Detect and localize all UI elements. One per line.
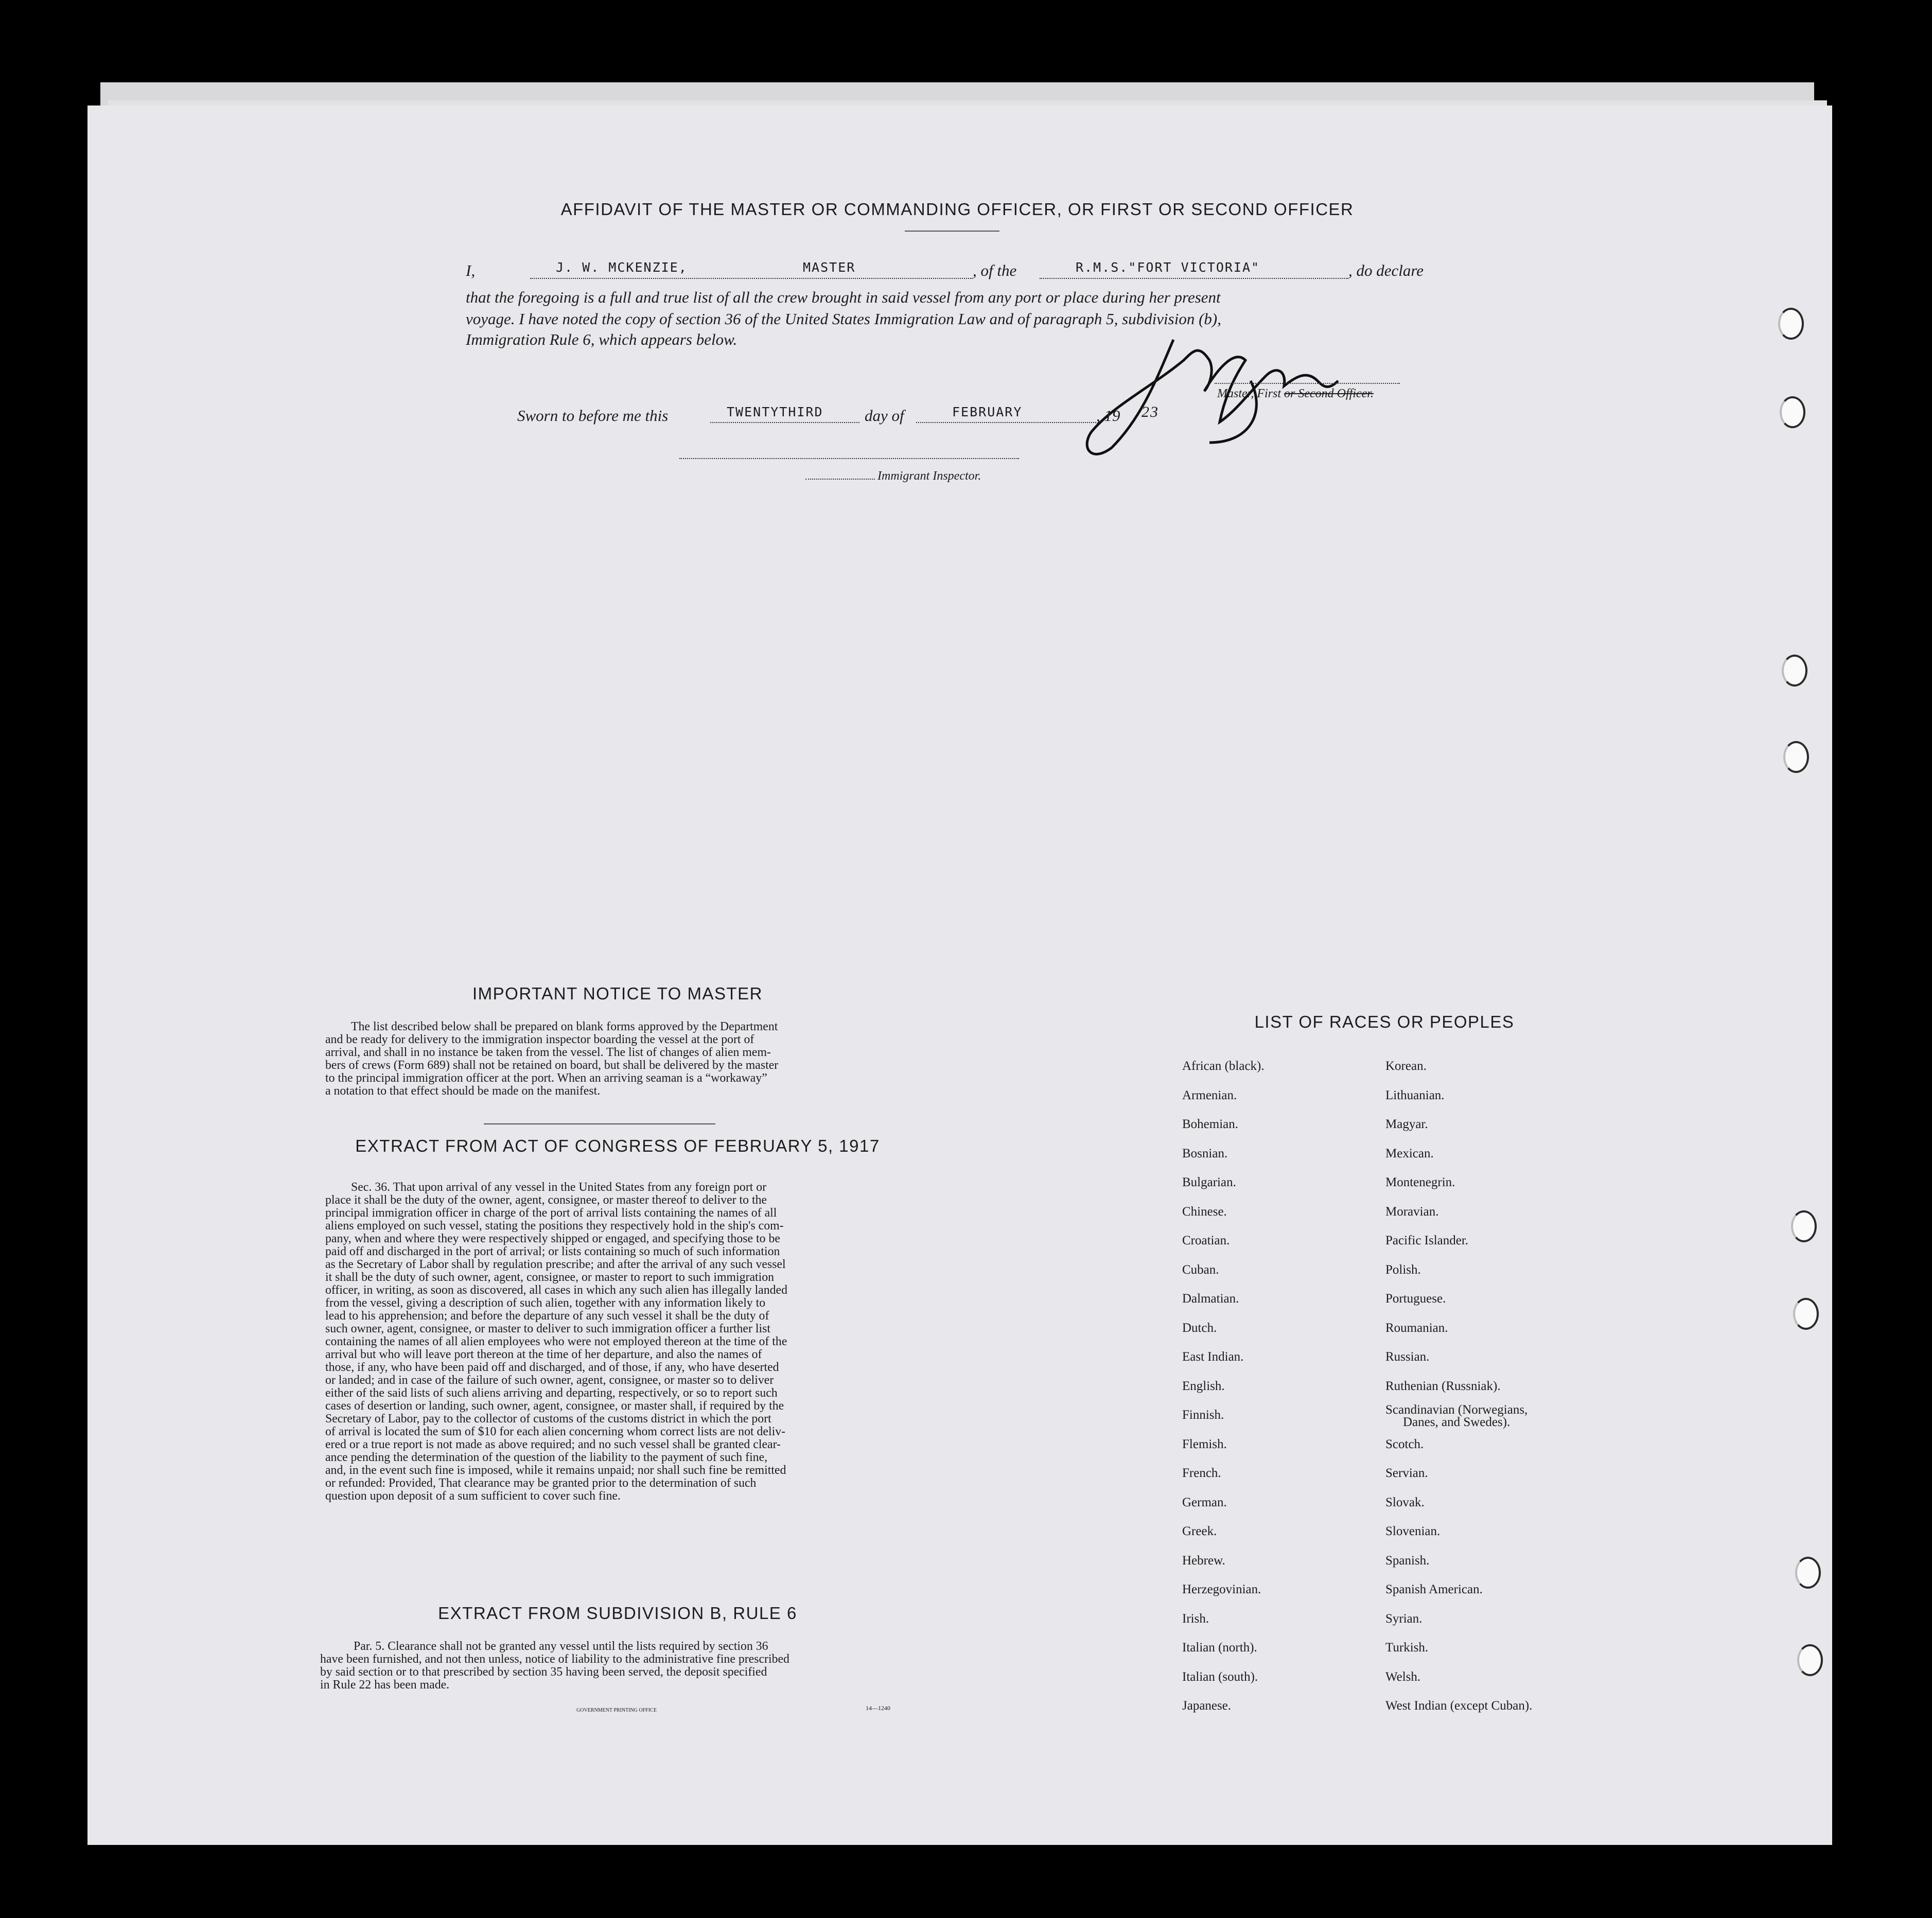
- inspector-line: [805, 479, 875, 480]
- race-item: Welsh.: [1385, 1669, 1421, 1684]
- race-item: Herzegovinian.: [1182, 1582, 1261, 1596]
- act-line: cases of desertion or landing, such owner, agent, consignee, or master shall, if required by the: [325, 1399, 784, 1413]
- day-of-text: day of: [865, 407, 904, 425]
- act-line: lead to his apprehension; and before the departure of any such vessel it shall be the duty of: [325, 1309, 769, 1323]
- of-the-text: , of the: [973, 261, 1017, 279]
- binder-hole: [1783, 741, 1809, 773]
- notice-line: and be ready for delivery to the immigration inspector boarding the vessel at the port of: [325, 1033, 754, 1046]
- act-line: ered or a true report is not made as above required; and no such vessel shall be granted clear-: [325, 1438, 781, 1451]
- sworn-month: FEBRUARY: [952, 404, 1023, 419]
- caption-struck: or Second Officer.: [1284, 387, 1374, 400]
- act-line: officer, in writing, as soon as discovered, all cases in which any such alien has illegally landed: [325, 1283, 788, 1297]
- sworn-line: [517, 407, 668, 425]
- race-item: [1385, 1404, 1532, 1433]
- race-item: Irish.: [1182, 1611, 1209, 1626]
- rule-heading: EXTRACT FROM SUBDIVISION B, RULE 6: [438, 1604, 797, 1623]
- master-name: J. W. MCKENZIE,: [556, 260, 688, 275]
- act-line: either of the said lists of such aliens arriving and departing, respectively, or so to report such: [325, 1386, 778, 1400]
- race-item: Slovak.: [1385, 1495, 1425, 1509]
- act-line: Secretary of Labor, pay to the collector of customs of the customs district in which the port: [325, 1412, 771, 1426]
- fill-line: [710, 422, 859, 423]
- printer-imprint: GOVERNMENT PRINTING OFFICE: [576, 1708, 657, 1713]
- race-item-text: Scandinavian (Norwegians,: [1385, 1403, 1528, 1417]
- race-item: Portuguese.: [1385, 1292, 1446, 1306]
- fill-line: [530, 278, 973, 279]
- act-line: such owner, agent, consignee, or master to deliver to such immigration officer a further list: [325, 1322, 770, 1335]
- race-item: Roumanian.: [1385, 1321, 1448, 1335]
- notice-heading: IMPORTANT NOTICE TO MASTER: [472, 984, 763, 1003]
- races-left-column: [1182, 1059, 1264, 1728]
- binder-hole: [1778, 308, 1804, 340]
- race-item: Russian.: [1385, 1350, 1430, 1364]
- race-item: Cuban.: [1182, 1262, 1219, 1277]
- races-right-column: [1385, 1059, 1532, 1728]
- act-line: those, if any, who have been paid off and discharged, and of those, if any, who have deserted: [325, 1361, 779, 1374]
- race-item: Armenian.: [1182, 1088, 1237, 1102]
- race-item: African (black).: [1182, 1059, 1264, 1073]
- act-line: of arrival is located the sum of $10 for each alien concerning whom correct lists are not deliv-: [325, 1425, 786, 1438]
- vessel-name: R.M.S."FORT VICTORIA": [1076, 260, 1260, 275]
- divider: [484, 1123, 715, 1124]
- race-item: Greek.: [1182, 1524, 1217, 1538]
- binder-hole: [1782, 655, 1807, 687]
- caption-master: Master, First: [1217, 387, 1285, 400]
- rule-line: Par. 5. Clearance shall not be granted any vessel until the lists required by section 36: [354, 1640, 768, 1653]
- race-item: Slovenian.: [1385, 1524, 1441, 1538]
- act-heading: EXTRACT FROM ACT OF CONGRESS OF FEBRUARY 5, 1917: [355, 1136, 880, 1155]
- inspector-caption: Immigrant Inspector.: [877, 469, 981, 483]
- act-line: as the Secretary of Labor shall by regulation prescribe; and after the arrival of any such vessel: [325, 1258, 786, 1271]
- race-item: Magyar.: [1385, 1117, 1428, 1131]
- binder-hole: [1780, 396, 1805, 428]
- act-line: or landed; and in case of the failure of such owner, agent, consignee, or master so to deliver: [325, 1374, 774, 1387]
- sworn-day: TWENTYTHIRD: [727, 404, 823, 419]
- race-item: East Indian.: [1182, 1350, 1244, 1364]
- race-item: German.: [1182, 1495, 1227, 1509]
- act-line: pany, when and where they were respectively shipped or engaged, and specifying those to be: [325, 1232, 780, 1245]
- race-item: Lithuanian.: [1385, 1088, 1445, 1102]
- act-line: it shall be the duty of such owner, agent, consignee, or master to report to such immigration: [325, 1271, 775, 1284]
- race-item: Italian (north).: [1182, 1641, 1257, 1655]
- affidavit-prefix: I,: [466, 261, 476, 279]
- act-line: principal immigration officer in charge of the port of arrival lists containing the names of all: [325, 1206, 777, 1220]
- act-line: question upon deposit of a sum sufficient to cover such fine.: [325, 1489, 621, 1503]
- race-item: Bosnian.: [1182, 1146, 1228, 1160]
- race-item: Chinese.: [1182, 1204, 1227, 1219]
- race-item: Ruthenian (Russniak).: [1385, 1379, 1501, 1393]
- notice-line: to the principal immigration officer at the port. When an arriving seaman is a “workaway”: [325, 1071, 767, 1085]
- inspector-line: [679, 458, 1019, 459]
- race-item: Japanese.: [1182, 1699, 1232, 1713]
- race-item: Turkish.: [1385, 1641, 1429, 1655]
- notice-line: bers of crews (Form 689) shall not be retained on board, but shall be delivered by the master: [325, 1059, 779, 1072]
- race-item: Spanish.: [1385, 1553, 1430, 1568]
- race-item: Servian.: [1385, 1466, 1428, 1480]
- race-item: Flemish.: [1182, 1437, 1227, 1451]
- race-item: West Indian (except Cuban).: [1385, 1699, 1533, 1713]
- act-line: aliens employed on such vessel, stating the positions they respectively hold in the ship's com-: [325, 1219, 784, 1233]
- year-prefix: , 19: [1096, 407, 1120, 425]
- race-item: Dalmatian.: [1182, 1292, 1239, 1306]
- act-line: containing the names of all alien employees who were not employed thereon at the time of the: [325, 1335, 787, 1348]
- race-item: French.: [1182, 1466, 1221, 1480]
- divider: [905, 231, 999, 232]
- affidavit-line-4: Immigration Rule 6, which appears below.: [466, 330, 737, 348]
- act-line: arrival but who will leave port thereon at the time of her departure, and also the names of: [325, 1348, 762, 1361]
- affidavit-line-2: that the foregoing is a full and true list of all the crew brought in said vessel from any port or place during her present: [466, 288, 1221, 306]
- affidavit-line-3: voyage. I have noted the copy of section 36 of the United States Immigration Law and of paragraph 5, subdivision (b),: [466, 310, 1221, 328]
- race-item: Polish.: [1385, 1262, 1421, 1277]
- race-item: Hebrew.: [1182, 1553, 1225, 1568]
- race-item: Bulgarian.: [1182, 1175, 1236, 1189]
- race-item: Finnish.: [1182, 1408, 1224, 1422]
- master-rank: MASTER: [803, 260, 856, 275]
- binder-hole: [1791, 1210, 1817, 1242]
- race-item: Syrian.: [1385, 1611, 1422, 1626]
- rule-line: in Rule 22 has been made.: [320, 1678, 450, 1692]
- sworn-year: 23: [1141, 403, 1159, 420]
- race-item: Croatian.: [1182, 1234, 1230, 1247]
- rule-text: [320, 1640, 915, 1692]
- fill-line: [916, 422, 1096, 423]
- signature-line: [1215, 383, 1400, 384]
- act-line: Sec. 36. That upon arrival of any vessel in the United States from any foreign port or: [351, 1181, 767, 1194]
- race-item: English.: [1182, 1379, 1225, 1393]
- notice-line: a notation to that effect should be made on the manifest.: [325, 1084, 601, 1098]
- binder-hole: [1793, 1298, 1819, 1330]
- race-item: Spanish American.: [1385, 1582, 1483, 1596]
- binder-hole: [1797, 1644, 1823, 1676]
- rule-line: have been furnished, and not then unless, notice of liability to the administrative fine prescribed: [320, 1652, 789, 1666]
- race-item: Bohemian.: [1182, 1117, 1239, 1131]
- race-item: Mexican.: [1385, 1146, 1434, 1160]
- act-line: paid off and discharged in the port of arrival; or lists containing so much of such information: [325, 1245, 780, 1258]
- race-item: Korean.: [1385, 1059, 1427, 1073]
- race-item: Pacific Islander.: [1385, 1234, 1469, 1247]
- do-declare-text: , do declare: [1348, 261, 1424, 279]
- form-number: 14—1240: [866, 1704, 890, 1712]
- act-line: and, in the event such fine is imposed, while it remains unpaid; nor shall such fine be remitted: [325, 1464, 786, 1477]
- race-item: Montenegrin.: [1385, 1175, 1455, 1189]
- affidavit-title: AFFIDAVIT OF THE MASTER OR COMMANDING OFFICER, OR FIRST OR SECOND OFFICER: [560, 200, 1354, 219]
- act-line: ance pending the determination of the question of the liability to the payment of such fine,: [325, 1451, 768, 1464]
- notice-text: [325, 1020, 910, 1098]
- signature-caption: [1217, 387, 1374, 401]
- act-line: place it shall be the duty of the owner, agent, consignee, or master thereof to deliver to the: [325, 1193, 767, 1207]
- notice-line: arrival, and shall in no instance be taken from the vessel. The list of changes of alien mem-: [325, 1046, 771, 1059]
- race-item: Scotch.: [1385, 1437, 1424, 1451]
- race-item: Dutch.: [1182, 1321, 1217, 1335]
- act-line: or refunded: Provided, That clearance may be granted prior to the determination of such: [325, 1476, 757, 1490]
- races-heading: LIST OF RACES OR PEOPLES: [1254, 1012, 1515, 1031]
- rule-line: by said section or to that prescribed by section 35 having been served, the deposit specified: [320, 1665, 767, 1679]
- race-item-continuation: Danes, and Swedes).: [1403, 1415, 1511, 1429]
- race-item: Moravian.: [1385, 1204, 1439, 1219]
- document-page: [87, 105, 1832, 1845]
- act-text: [325, 1181, 912, 1503]
- act-line: from the vessel, giving a description of such alien, together with any information likely to: [325, 1296, 766, 1310]
- affidavit-line-1: [466, 261, 475, 280]
- sworn-prefix: Sworn to before me this: [517, 407, 669, 425]
- race-item: Italian (south).: [1182, 1669, 1258, 1684]
- binder-hole: [1795, 1557, 1821, 1589]
- fill-line: [1040, 278, 1348, 279]
- notice-line: The list described below shall be prepared on blank forms approved by the Department: [351, 1020, 778, 1033]
